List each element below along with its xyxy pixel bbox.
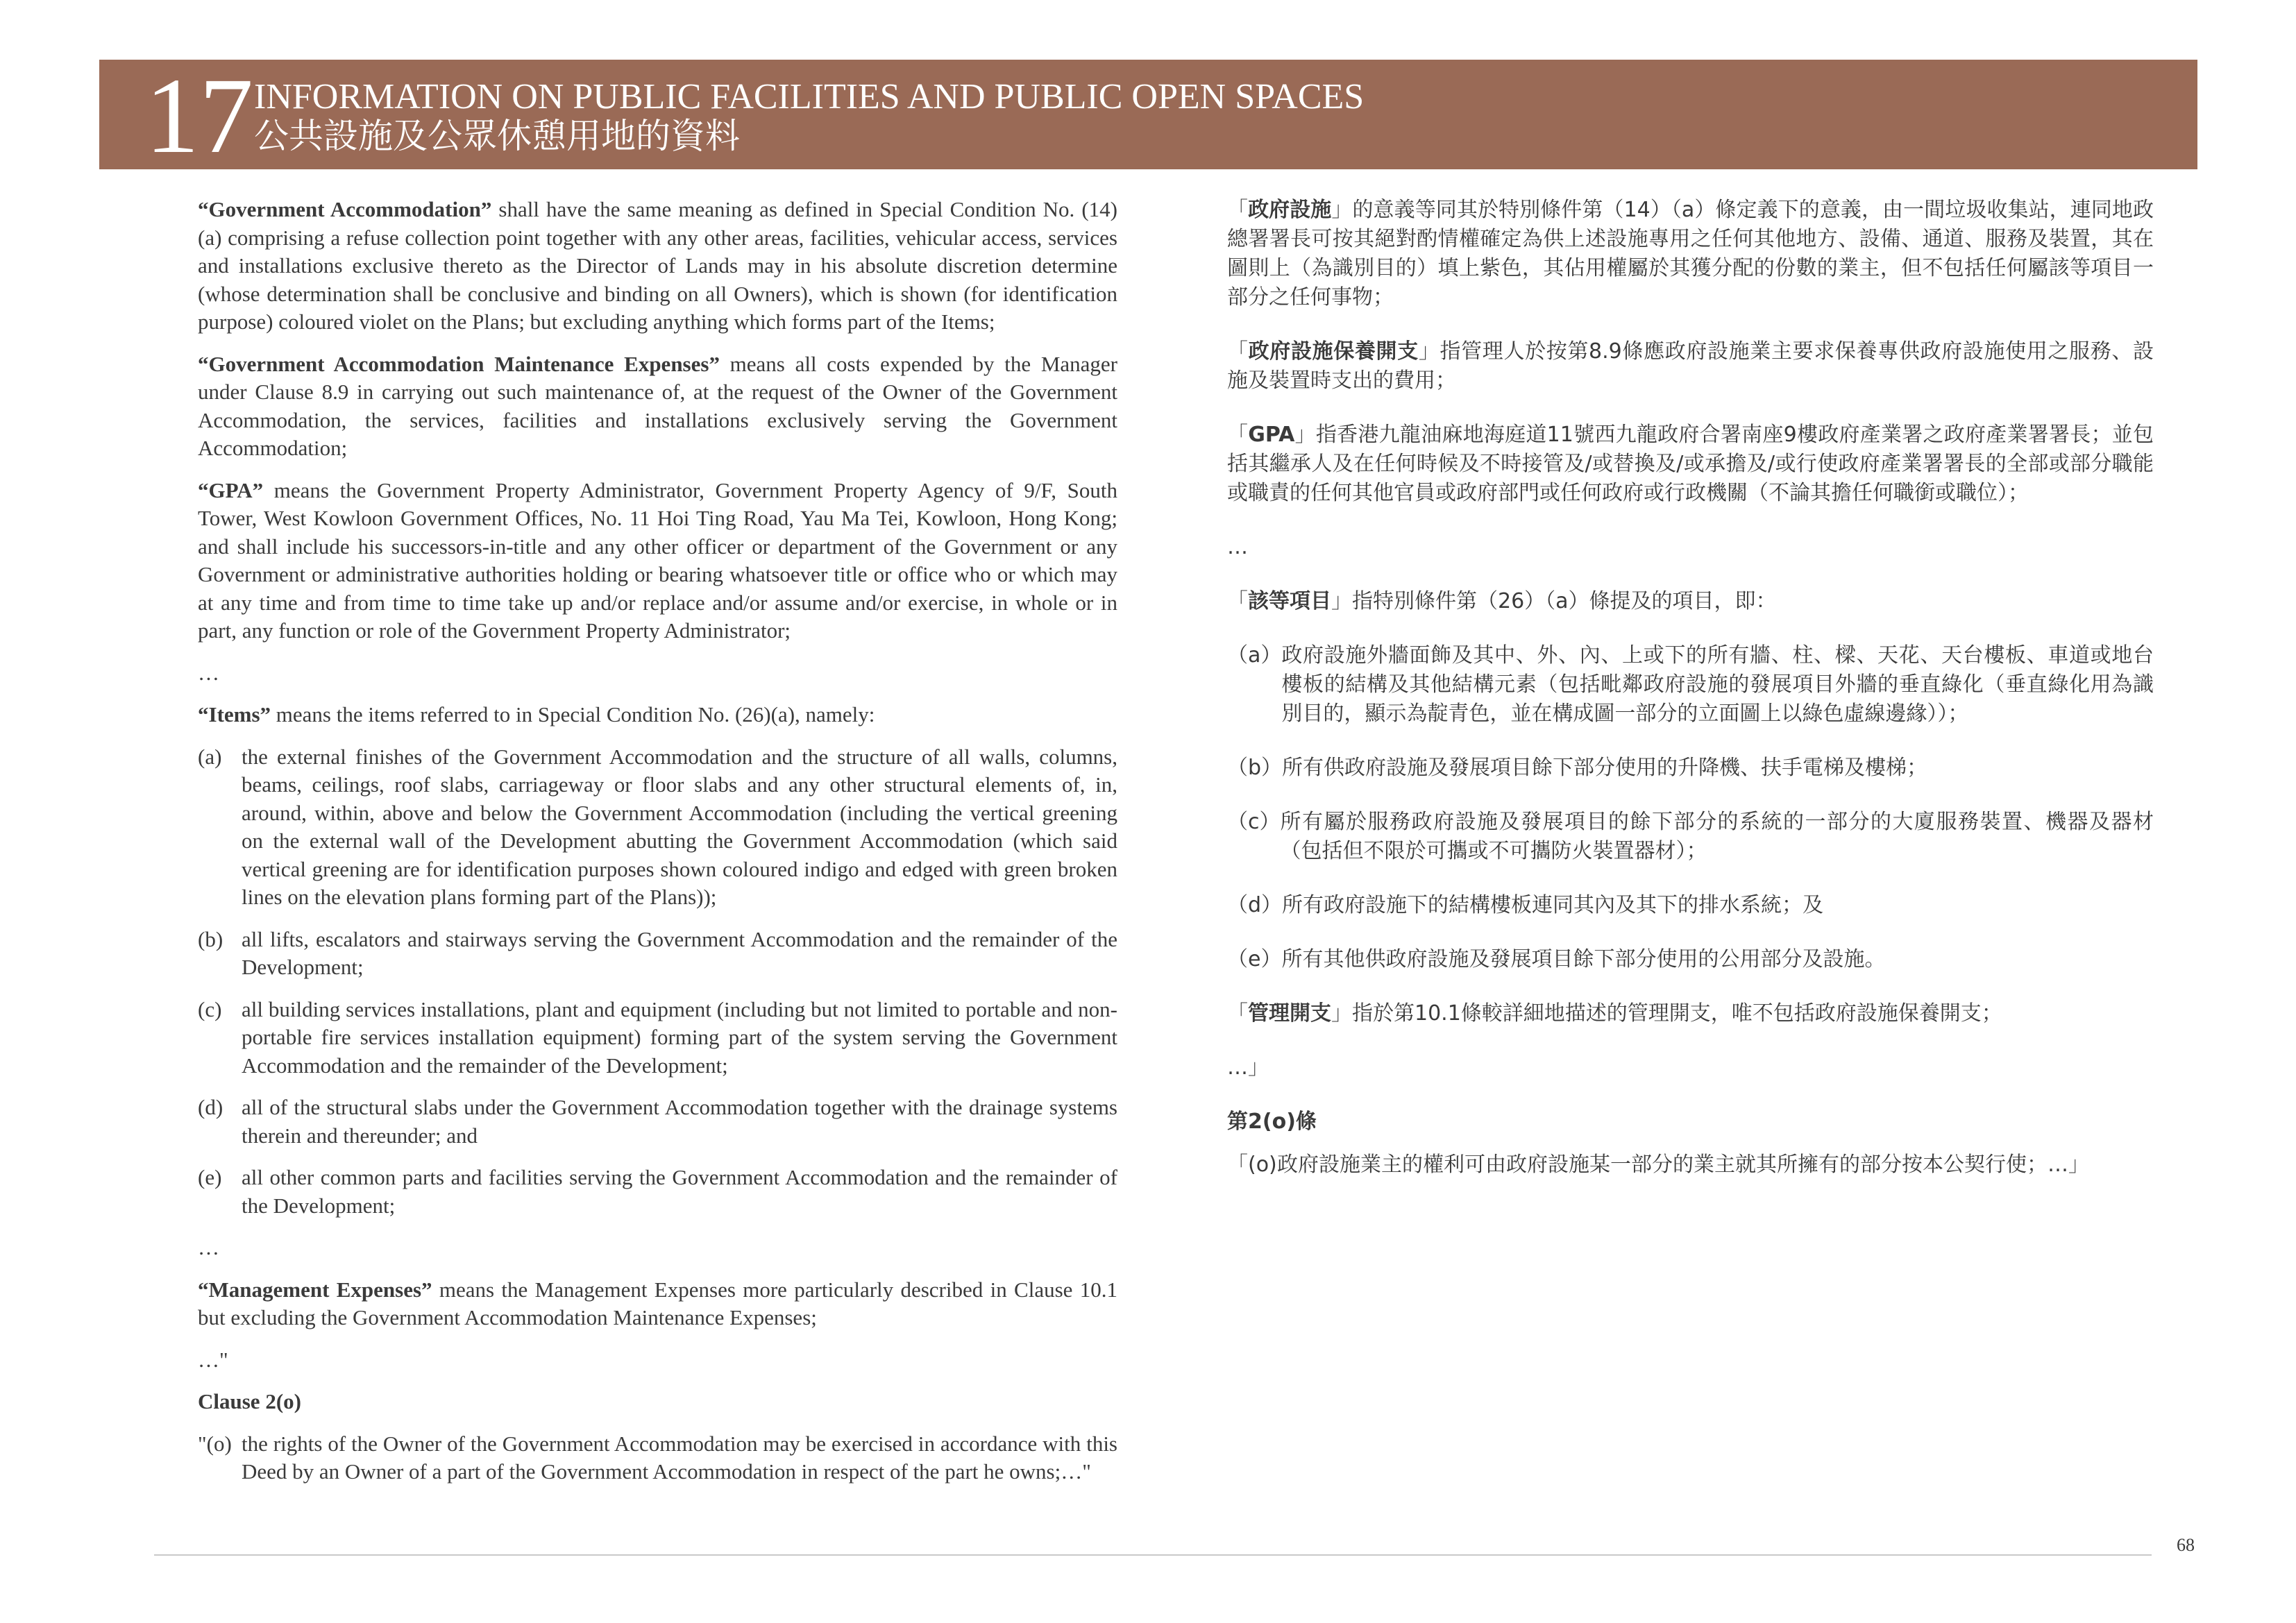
- list-item: [198, 1164, 1117, 1220]
- list-item-label: （a）: [1227, 643, 1282, 668]
- definition-text: 」指於第10.1條較詳細地描述的管理開支，唯不包括政府設施保養開支；: [1331, 1001, 2002, 1026]
- definition-management-expenses-zh: [1227, 999, 2154, 1028]
- footer-divider: [154, 1554, 2152, 1556]
- list-item: [1227, 808, 2154, 866]
- definition-term: “Government Accommodation Maintenance Expenses”: [198, 351, 720, 376]
- list-item-text: 所有其他供政府設施及發展項目餘下部分使用的公用部分及設施。: [1281, 947, 1886, 971]
- clause-heading: 第2(o)條: [1227, 1110, 1317, 1134]
- definition-term: GPA: [1248, 423, 1295, 447]
- list-item: [198, 926, 1117, 982]
- list-item-label: （d）: [1227, 893, 1283, 917]
- definition-text: 」指香港九龍油麻地海庭道11號西九龍政府合署南座9樓政府產業署之政府產業署署長；並包括其繼承人及在任何時候及不時接管及/或替換及/或承擔及/或行使政府產業署署長的全部或部分職能或職責的任何其他官員或政府部門或任何政府或行政機關（不論其擔任何職銜或職位）；: [1227, 423, 2154, 505]
- definition-text: means the items referred to in Special Condition No. (26)(a), namely:: [271, 702, 875, 726]
- list-item-text: all of the structural slabs under the Government Accommodation together with the drainage systems therein and thereunder; and: [242, 1095, 1117, 1148]
- chinese-column: [1227, 196, 2154, 1205]
- definition-maintenance-expenses-zh: [1227, 337, 2154, 396]
- definition-term: 該等項目: [1248, 589, 1331, 613]
- definition-term: 政府設施: [1248, 198, 1332, 222]
- definition-text: 」指管理人於按第8.9條應政府設施業主要求保養專供政府設施使用之服務、設施及裝置時支出的費用；: [1227, 339, 2154, 393]
- list-item-text: all other common parts and facilities serving the Government Accommodation and the remainder of the Development;: [242, 1165, 1117, 1218]
- page-number: 68: [2177, 1535, 2195, 1555]
- clause-item: [198, 1430, 1117, 1486]
- definition-term: “GPA”: [198, 477, 264, 502]
- definition-term: “Government Accommodation”: [198, 197, 492, 221]
- list-item-label: （b）: [1227, 756, 1283, 780]
- definition-text: 」的意義等同其於特別條件第（14）（a）條定義下的意義，由一間垃圾收集站，連同地政總署署長可按其絕對酌情權確定為供上述設施專用之任何其他地方、設備、通道、服務及裝置，其在圖則上（為識別目的）填上紫色，其佔用權屬於其獲分配的份數的業主，但不包括任何屬該等項目一部分之任何事物；: [1227, 198, 2154, 309]
- definition-text: 」指特別條件第（26）（a）條提及的項目，即：: [1331, 589, 1777, 613]
- list-item: [1227, 641, 2154, 729]
- list-item-label: （c）: [1227, 810, 1281, 834]
- definition-term: “Items”: [198, 702, 271, 726]
- definition-text: means the Government Property Administrator, Government Property Agency of 9/F, South Tower, West Kowloon Government Offices, No. 11 Hoi Ting Road, Yau Ma Tei, Kowloon, Hong Kong; and shall include his successors-in-title and any other officer or department of the Government or any Government or administrative authorities holding or bearing whatsoever title or office who or which may at any time and from time to time take up and/or replace and/or assume and/or exercise, in whole or in part, any function or role of the Government Property Administrator;: [198, 477, 1117, 643]
- quote-open: 「: [1227, 1001, 1248, 1026]
- list-item: [1227, 891, 2154, 920]
- quote-open: 「: [1227, 423, 1249, 447]
- list-item-text: all building services installations, plant and equipment (including but not limited to portable and non-portable fire services installation equipment) forming part of the system serving the Government Accommodation and the remainder of the Development;: [242, 996, 1117, 1078]
- list-item-text: 所有供政府設施及發展項目餘下部分使用的升降機、扶手電梯及樓梯；: [1282, 756, 1928, 780]
- definition-government-accommodation: [198, 196, 1117, 337]
- definition-items: [198, 701, 1117, 729]
- definition-gpa: [198, 477, 1117, 645]
- list-item-label: (e): [198, 1165, 222, 1189]
- definition-term: 管理開支: [1248, 1001, 1331, 1026]
- ellipsis-closing-quote: …": [198, 1347, 228, 1372]
- quote-open: 「: [1227, 339, 1249, 364]
- ellipsis: …: [1227, 535, 1248, 559]
- clause-text: the rights of the Owner of the Government Accommodation may be exercised in accordance with this Deed by an Owner of a part of the Government Accommodation in respect of the part he owns;…": [242, 1431, 1117, 1484]
- list-item-text: all lifts, escalators and stairways serving the Government Accommodation and the remainder of the Development;: [242, 926, 1117, 979]
- ellipsis-closing-quote: …」: [1227, 1055, 1269, 1080]
- definition-text: means the Management Expenses more particularly described in Clause 10.1 but excluding the Government Accommodation Maintenance Expenses;: [198, 1277, 1118, 1329]
- clause-label: "(o): [198, 1431, 232, 1456]
- ellipsis: …: [198, 660, 219, 685]
- definition-text: means all costs expended by the Manager under Clause 8.9 in carrying out such maintenance of, at the request of the Owner of the Government Accommodation, the services, facilities and installations exclusively serving the Government Accommodation;: [198, 351, 1118, 460]
- definition-gpa-zh: [1227, 420, 2154, 508]
- clause-label: 「(o): [1227, 1153, 1277, 1177]
- clause-heading: Clause 2(o): [198, 1389, 301, 1413]
- english-column: [198, 196, 1117, 1500]
- definition-term: 政府設施保養開支: [1248, 339, 1419, 364]
- list-item-label: (a): [198, 744, 222, 769]
- definition-text: shall have the same meaning as defined in Special Condition No. (14)(a) comprising a refuse collection point together with any other areas, facilities, vehicular access, services and installations exclusive thereto as the Director of Lands may in his absolute discretion determine (whose determination shall be conclusive and binding on all Owners), which is shown (for identification purpose) coloured violet on the Plans; but excluding anything which forms part of the Items;: [198, 197, 1118, 334]
- list-item: [1227, 945, 2154, 974]
- list-item-text: 所有政府設施下的結構樓板連同其內及其下的排水系統；及: [1282, 893, 1824, 917]
- list-item-label: (c): [198, 996, 222, 1021]
- list-item-text: the external finishes of the Government Accommodation and the structure of all walls, columns, beams, ceilings, roof slabs, carriageway or floor slabs and any other structural elements of, in, around, within, above and below the Government Accommodation (including the vertical greening on the external wall of the Development abutting the Government Accommodation (which said vertical greening are for identification purposes shown coloured indigo and edged with green broken lines on the elevation plans forming part of the Plans));: [242, 744, 1117, 909]
- definition-government-accommodation-zh: [1227, 196, 2154, 312]
- list-item: [1227, 754, 2154, 783]
- list-item-label: (b): [198, 926, 223, 951]
- list-item-label: (d): [198, 1095, 223, 1119]
- list-item: [198, 1094, 1117, 1150]
- definition-items-zh: [1227, 587, 2154, 616]
- chapter-title-zh: 公共設施及公眾休憩用地的資料: [254, 116, 740, 156]
- ellipsis: …: [198, 1235, 219, 1259]
- definition-term: “Management Expenses”: [198, 1277, 432, 1302]
- chapter-number: 17: [145, 56, 253, 176]
- clause-item: [1227, 1150, 2154, 1180]
- list-item-text: 所有屬於服務政府設施及發展項目的餘下部分的系統的一部分的大廈服務裝置、機器及器材（包括但不限於可攜或不可攜防火裝置器材）；: [1280, 810, 2154, 863]
- chapter-header-banner: [99, 56, 2197, 176]
- list-item-text: 政府設施外牆面飾及其中、外、內、上或下的所有牆、柱、樑、天花、天台樓板、車道或地台樓板的結構及其他結構元素（包括毗鄰政府設施的發展項目外牆的垂直綠化（垂直綠化用為識別目的，顯示為靛青色，並在構成圖一部分的立面圖上以綠色虛線邊緣））；: [1281, 643, 2154, 726]
- list-item: [198, 996, 1117, 1080]
- clause-text: 政府設施業主的權利可由政府設施某一部分的業主就其所擁有的部分按本公契行使；…」: [1277, 1153, 2089, 1177]
- list-item: [198, 743, 1117, 912]
- quote-open: 「: [1227, 198, 1249, 222]
- definition-maintenance-expenses: [198, 350, 1117, 463]
- list-item-label: （e）: [1227, 947, 1282, 971]
- quote-open: 「: [1227, 589, 1248, 613]
- definition-management-expenses: [198, 1276, 1117, 1332]
- chapter-title-en: INFORMATION ON PUBLIC FACILITIES AND PUBLIC OPEN SPACES: [254, 77, 1365, 117]
